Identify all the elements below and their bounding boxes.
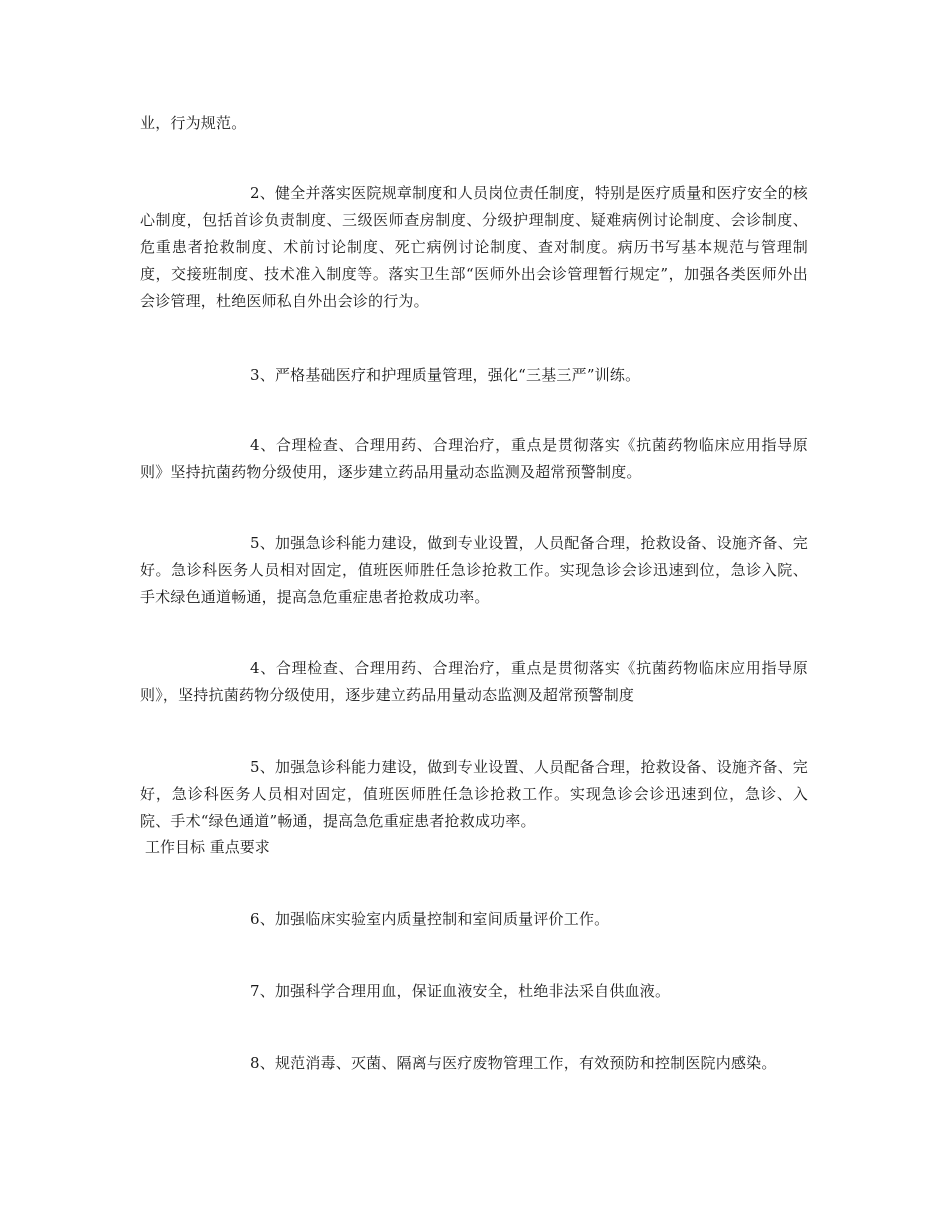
paragraph-item-3: 3、严格基础医疗和护理质量管理，强化“三基三严”训练。 [250, 366, 641, 384]
paragraph-item-4: 4、合理检查、合理用药、合理治疗，重点是贯彻落实《抗菌药物临床应用指导原则》坚持抗菌药物分级使用，逐步建立药品用量动态监测及超常预警制度。 [140, 436, 808, 481]
paragraph-continuation: 业，行为规范。 [140, 114, 247, 132]
paragraph-item-5: 5、加强急诊科能力建设，做到专业设置，人员配备合理，抢救设备、设施齐备、完好。急诊科医务人员相对固定，值班医师胜任急诊抢救工作。实现急诊会诊迅速到位，急诊入院、手术绿色通道畅通，提高急危重症患者抢救成功率。 [140, 534, 808, 606]
paragraph-item-6: 6、加强临床实验室内质量控制和室间质量评价工作。 [250, 910, 610, 928]
paragraph-item-2: 2、健全并落实医院规章制度和人员岗位责任制度，特别是医疗质量和医疗安全的核心制度，包括首诊负责制度、三级医师查房制度、分级护理制度、疑难病例讨论制度、会诊制度、危重患者抢救制度、术前讨论制度、死亡病例讨论制度、查对制度。病历书写基本规范与管理制度，交接班制度、技术准入制度等。落实卫生部“医师外出会诊管理暂行规定”，加强各类医师外出会诊管理，杜绝医师私自外出会诊的行为。 [140, 184, 808, 310]
paragraph-item-8: 8、规范消毒、灭菌、隔离与医疗废物管理工作，有效预防和控制医院内感染。 [250, 1054, 777, 1072]
paragraph-item-4-repeat: 4、合理检查、合理用药、合理治疗，重点是贯彻落实《抗菌药物临床应用指导原则》，坚持抗菌药物分级使用，逐步建立药品用量动态监测及超常预警制度 [140, 659, 808, 704]
section-heading: 工作目标 重点要求 [145, 838, 270, 856]
paragraph-item-5-repeat: 5、加强急诊科能力建设，做到专业设置、人员配备合理，抢救设备、设施齐备、完好，急诊科医务人员相对固定，值班医师胜任急诊抢救工作。实现急诊会诊迅速到位，急诊、入院、手术“绿色通道”畅通，提高急危重症患者抢救成功率。 [140, 758, 808, 830]
paragraph-item-7: 7、加强科学合理用血，保证血液安全，杜绝非法采自供血液。 [250, 982, 671, 1000]
